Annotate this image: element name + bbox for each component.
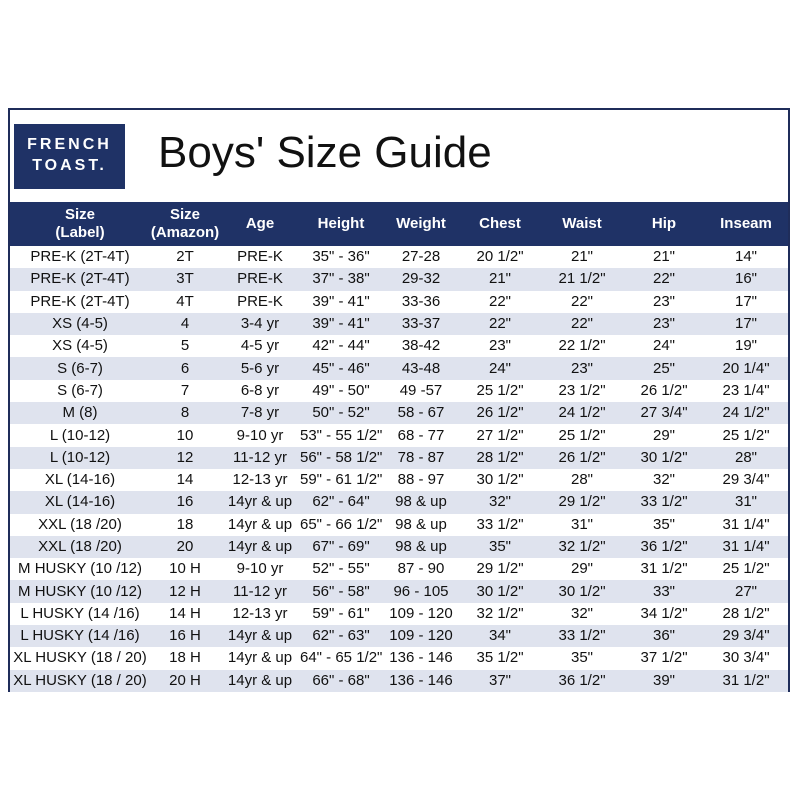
cell-waist: 29 1/2" xyxy=(558,493,606,511)
cell-waist: 32 1/2" xyxy=(558,538,606,555)
cell-height: 56" - 58" xyxy=(312,582,370,600)
cell-size-amazon: 20 xyxy=(176,538,194,555)
table-row xyxy=(10,268,788,290)
cell-waist: 35" xyxy=(570,649,593,667)
cell-age: 7-8 yr xyxy=(240,404,280,422)
cell-inseam: 14" xyxy=(734,248,757,266)
cell-chest: 23" xyxy=(488,337,511,355)
cell-age: 14yr & up xyxy=(227,649,293,667)
cell-chest: 37" xyxy=(488,671,511,689)
cell-waist: 33 1/2" xyxy=(558,627,606,645)
cell-age: 14yr & up xyxy=(227,493,293,511)
cell-inseam: 29 3/4" xyxy=(722,471,770,489)
cell-height: 62" - 64" xyxy=(312,493,370,511)
column-header-inseam xyxy=(704,202,788,246)
cell-size-amazon: 18 xyxy=(176,515,194,533)
cell-hip: 23" xyxy=(652,315,675,333)
cell-age: 11-12 yr xyxy=(233,582,287,600)
column-header-chest xyxy=(460,202,540,246)
cell-inseam: 19" xyxy=(734,337,757,355)
cell-weight: 43-48 xyxy=(401,359,441,377)
cell-inseam: 25 1/2" xyxy=(722,560,770,578)
cell-waist: 21" xyxy=(570,248,593,266)
cell-weight: 88 - 97 xyxy=(397,471,445,489)
column-header-line2: (Amazon) xyxy=(150,224,220,241)
table-row xyxy=(10,558,788,580)
cell-size-amazon: 14 H xyxy=(169,604,201,622)
cell-height: 64" - 65 1/2" xyxy=(300,649,382,667)
table-row xyxy=(10,625,788,647)
cell-size-label: XL HUSKY (18 / 20) xyxy=(13,649,147,667)
cell-size-amazon: 10 xyxy=(176,426,194,444)
cell-age: 3-4 yr xyxy=(240,315,280,333)
header xyxy=(10,110,788,202)
cell-inseam: 27" xyxy=(734,582,757,600)
cell-chest: 22" xyxy=(488,292,511,310)
cell-size-label: XS (4-5) xyxy=(52,315,108,333)
cell-hip: 21" xyxy=(652,248,675,266)
table-row xyxy=(10,491,788,513)
cell-size-amazon: 12 xyxy=(176,448,194,466)
cell-size-amazon: 18 H xyxy=(169,649,201,667)
cell-height: 62" - 63" xyxy=(312,627,370,645)
cell-size-label: M (8) xyxy=(62,404,98,422)
cell-chest: 25 1/2" xyxy=(476,381,524,399)
cell-height: 56" - 58 1/2" xyxy=(300,448,382,466)
table-row xyxy=(10,424,788,446)
cell-age: PRE-K xyxy=(237,292,283,310)
column-header-waist xyxy=(540,202,624,246)
column-header-size-label xyxy=(10,202,150,246)
cell-inseam: 24 1/2" xyxy=(722,404,770,422)
cell-inseam: 20 1/4" xyxy=(722,359,770,377)
cell-age: 14yr & up xyxy=(227,515,293,533)
cell-waist: 30 1/2" xyxy=(558,582,606,600)
cell-size-amazon: 6 xyxy=(180,359,190,377)
table-row xyxy=(10,357,788,379)
cell-size-label: S (6-7) xyxy=(57,381,103,399)
cell-age: 9-10 yr xyxy=(236,560,284,578)
cell-height: 35" - 36" xyxy=(312,248,370,266)
cell-age: 11-12 yr xyxy=(233,448,287,466)
column-header-line1: Hip xyxy=(651,215,677,232)
cell-weight: 49 -57 xyxy=(399,381,443,399)
cell-hip: 29" xyxy=(652,426,675,444)
cell-height: 49" - 50" xyxy=(312,381,370,399)
cell-weight: 78 - 87 xyxy=(397,448,445,466)
cell-height: 45" - 46" xyxy=(312,359,370,377)
cell-size-amazon: 10 H xyxy=(169,560,201,578)
column-header-line1: Size xyxy=(64,206,95,223)
cell-height: 53" - 55 1/2" xyxy=(300,426,382,444)
cell-inseam: 23 1/4" xyxy=(722,381,770,399)
cell-height: 37" - 38" xyxy=(312,270,370,288)
cell-hip: 33 1/2" xyxy=(640,493,688,511)
cell-size-label: M HUSKY (10 /12) xyxy=(18,560,142,578)
table-row xyxy=(10,469,788,491)
column-header-hip xyxy=(624,202,704,246)
cell-weight: 136 - 146 xyxy=(389,671,453,689)
cell-weight: 109 - 120 xyxy=(389,604,453,622)
cell-chest: 28 1/2" xyxy=(476,448,524,466)
cell-age: 4-5 yr xyxy=(240,337,280,355)
cell-chest: 24" xyxy=(488,359,511,377)
cell-chest: 20 1/2" xyxy=(476,248,524,266)
cell-weight: 87 - 90 xyxy=(397,560,445,578)
cell-waist: 36 1/2" xyxy=(558,671,606,689)
cell-height: 39" - 41" xyxy=(312,292,370,310)
cell-inseam: 17" xyxy=(734,315,757,333)
cell-height: 59" - 61" xyxy=(312,604,370,622)
cell-weight: 58 - 67 xyxy=(397,404,445,422)
cell-weight: 68 - 77 xyxy=(397,426,445,444)
cell-hip: 30 1/2" xyxy=(640,448,688,466)
cell-size-amazon: 4 xyxy=(180,315,190,333)
cell-waist: 24 1/2" xyxy=(558,404,606,422)
table-row xyxy=(10,380,788,402)
cell-waist: 22" xyxy=(570,292,593,310)
table-row xyxy=(10,335,788,357)
cell-chest: 26 1/2" xyxy=(476,404,524,422)
cell-size-label: XS (4-5) xyxy=(52,337,108,355)
cell-hip: 39" xyxy=(652,671,675,689)
table-row xyxy=(10,647,788,669)
column-header-line1: Chest xyxy=(479,215,521,232)
cell-size-label: L HUSKY (14 /16) xyxy=(20,604,140,622)
size-table xyxy=(10,202,788,692)
cell-chest: 35 1/2" xyxy=(476,649,524,667)
cell-chest: 27 1/2" xyxy=(476,426,524,444)
cell-weight: 98 & up xyxy=(395,493,447,511)
cell-size-amazon: 16 H xyxy=(169,627,201,645)
cell-size-amazon: 3T xyxy=(176,270,194,288)
cell-waist: 26 1/2" xyxy=(558,448,606,466)
cell-waist: 22" xyxy=(570,315,593,333)
cell-hip: 25" xyxy=(652,359,675,377)
cell-waist: 31" xyxy=(570,515,593,533)
cell-size-label: XL (14-16) xyxy=(44,471,116,489)
page-title: Boys' Size Guide xyxy=(158,128,492,177)
cell-hip: 37 1/2" xyxy=(640,649,688,667)
cell-weight: 33-37 xyxy=(401,315,441,333)
cell-size-amazon: 8 xyxy=(180,404,190,422)
cell-chest: 32 1/2" xyxy=(476,604,524,622)
cell-hip: 35" xyxy=(652,515,675,533)
cell-chest: 35" xyxy=(488,538,511,555)
cell-age: 5-6 yr xyxy=(240,359,280,377)
column-header-line1: Inseam xyxy=(720,215,772,232)
column-header-line1: Waist xyxy=(562,215,602,232)
cell-height: 59" - 61 1/2" xyxy=(300,471,382,489)
cell-height: 39" - 41" xyxy=(312,315,370,333)
cell-weight: 98 & up xyxy=(395,515,447,533)
cell-waist: 23" xyxy=(570,359,593,377)
cell-inseam: 16" xyxy=(734,270,757,288)
cell-inseam: 29 3/4" xyxy=(722,627,770,645)
cell-size-label: M HUSKY (10 /12) xyxy=(18,582,142,600)
cell-weight: 27-28 xyxy=(401,248,441,266)
cell-size-label: S (6-7) xyxy=(57,359,103,377)
cell-hip: 32" xyxy=(652,471,675,489)
cell-chest: 22" xyxy=(488,315,511,333)
cell-hip: 27 3/4" xyxy=(640,404,688,422)
cell-weight: 109 - 120 xyxy=(389,627,453,645)
cell-weight: 98 & up xyxy=(395,538,447,555)
cell-inseam: 25 1/2" xyxy=(722,426,770,444)
cell-weight: 29-32 xyxy=(401,270,441,288)
cell-size-amazon: 5 xyxy=(180,337,190,355)
table-row xyxy=(10,402,788,424)
cell-hip: 24" xyxy=(652,337,675,355)
cell-waist: 29" xyxy=(570,560,593,578)
cell-height: 66" - 68" xyxy=(312,671,370,689)
cell-size-amazon: 20 H xyxy=(169,671,201,689)
column-header-line2: (Label) xyxy=(55,224,105,241)
cell-size-label: XL (14-16) xyxy=(44,493,116,511)
table-row xyxy=(10,536,788,558)
cell-weight: 33-36 xyxy=(401,292,441,310)
cell-chest: 33 1/2" xyxy=(476,515,524,533)
brand-logo xyxy=(14,124,125,189)
cell-size-label: L (10-12) xyxy=(49,426,111,444)
cell-waist: 32" xyxy=(570,604,593,622)
table-row xyxy=(10,603,788,625)
cell-hip: 36" xyxy=(652,627,675,645)
table-body xyxy=(10,246,788,692)
table-row xyxy=(10,291,788,313)
cell-size-label: XXL (18 /20) xyxy=(38,538,122,555)
cell-hip: 33" xyxy=(652,582,675,600)
cell-height: 65" - 66 1/2" xyxy=(300,515,382,533)
column-header-weight xyxy=(382,202,460,246)
cell-age: 12-13 yr xyxy=(232,471,288,489)
cell-inseam: 17" xyxy=(734,292,757,310)
cell-age: 14yr & up xyxy=(227,627,293,645)
column-header-line1: Weight xyxy=(396,215,446,232)
table-row xyxy=(10,313,788,335)
cell-waist: 25 1/2" xyxy=(558,426,606,444)
table-row xyxy=(10,246,788,268)
column-header-height xyxy=(300,202,382,246)
cell-age: 14yr & up xyxy=(227,538,293,555)
cell-weight: 136 - 146 xyxy=(389,649,453,667)
cell-inseam: 31" xyxy=(734,493,757,511)
cell-age: 12-13 yr xyxy=(232,604,288,622)
cell-hip: 31 1/2" xyxy=(640,560,688,578)
cell-hip: 26 1/2" xyxy=(640,381,688,399)
cell-size-amazon: 2T xyxy=(176,248,194,266)
cell-chest: 32" xyxy=(488,493,511,511)
logo-line-1: FRENCH xyxy=(27,136,112,153)
table-row xyxy=(10,670,788,692)
cell-size-label: XL HUSKY (18 / 20) xyxy=(13,671,147,689)
cell-size-label: XXL (18 /20) xyxy=(38,515,122,533)
cell-hip: 36 1/2" xyxy=(640,538,688,555)
cell-inseam: 28" xyxy=(734,448,757,466)
column-header-line1: Size xyxy=(169,206,200,223)
cell-size-amazon: 4T xyxy=(176,292,194,310)
cell-age: PRE-K xyxy=(237,248,283,266)
cell-chest: 34" xyxy=(488,627,511,645)
cell-height: 42" - 44" xyxy=(312,337,370,355)
cell-waist: 23 1/2" xyxy=(558,381,606,399)
cell-size-amazon: 16 xyxy=(176,493,194,511)
cell-age: 6-8 yr xyxy=(240,381,280,399)
cell-hip: 22" xyxy=(652,270,675,288)
cell-size-amazon: 7 xyxy=(180,381,190,399)
cell-size-amazon: 12 H xyxy=(169,582,201,600)
table-row xyxy=(10,514,788,536)
cell-size-amazon: 14 xyxy=(176,471,194,489)
cell-waist: 21 1/2" xyxy=(558,270,606,288)
cell-inseam: 28 1/2" xyxy=(722,604,770,622)
cell-weight: 38-42 xyxy=(401,337,441,355)
column-header-size-amazon xyxy=(150,202,220,246)
cell-size-label: PRE-K (2T-4T) xyxy=(30,292,130,310)
cell-chest: 29 1/2" xyxy=(476,560,524,578)
cell-chest: 30 1/2" xyxy=(476,471,524,489)
table-row xyxy=(10,580,788,602)
table-header-row xyxy=(10,202,788,246)
cell-waist: 28" xyxy=(570,471,593,489)
cell-height: 50" - 52" xyxy=(312,404,370,422)
cell-size-label: PRE-K (2T-4T) xyxy=(30,270,130,288)
table-row xyxy=(10,447,788,469)
size-guide-frame xyxy=(8,108,790,692)
cell-height: 52" - 55" xyxy=(312,560,370,578)
column-header-line1: Age xyxy=(245,215,275,232)
cell-inseam: 31 1/4" xyxy=(722,515,770,533)
cell-age: 14yr & up xyxy=(227,671,293,689)
column-header-line1: Height xyxy=(317,215,365,232)
cell-age: PRE-K xyxy=(237,270,283,288)
cell-inseam: 31 1/2" xyxy=(722,671,770,689)
cell-hip: 34 1/2" xyxy=(640,604,688,622)
cell-size-label: PRE-K (2T-4T) xyxy=(30,248,130,266)
cell-size-label: L HUSKY (14 /16) xyxy=(20,627,140,645)
cell-size-label: L (10-12) xyxy=(49,448,111,466)
column-header-age xyxy=(220,202,300,246)
cell-inseam: 31 1/4" xyxy=(722,538,770,555)
cell-inseam: 30 3/4" xyxy=(722,649,770,667)
cell-age: 9-10 yr xyxy=(236,426,284,444)
cell-hip: 23" xyxy=(652,292,675,310)
cell-waist: 22 1/2" xyxy=(558,337,606,355)
logo-line-2: TOAST. xyxy=(32,157,107,174)
cell-chest: 30 1/2" xyxy=(476,582,524,600)
cell-weight: 96 - 105 xyxy=(393,582,449,600)
cell-height: 67" - 69" xyxy=(312,538,370,555)
cell-chest: 21" xyxy=(488,270,511,288)
